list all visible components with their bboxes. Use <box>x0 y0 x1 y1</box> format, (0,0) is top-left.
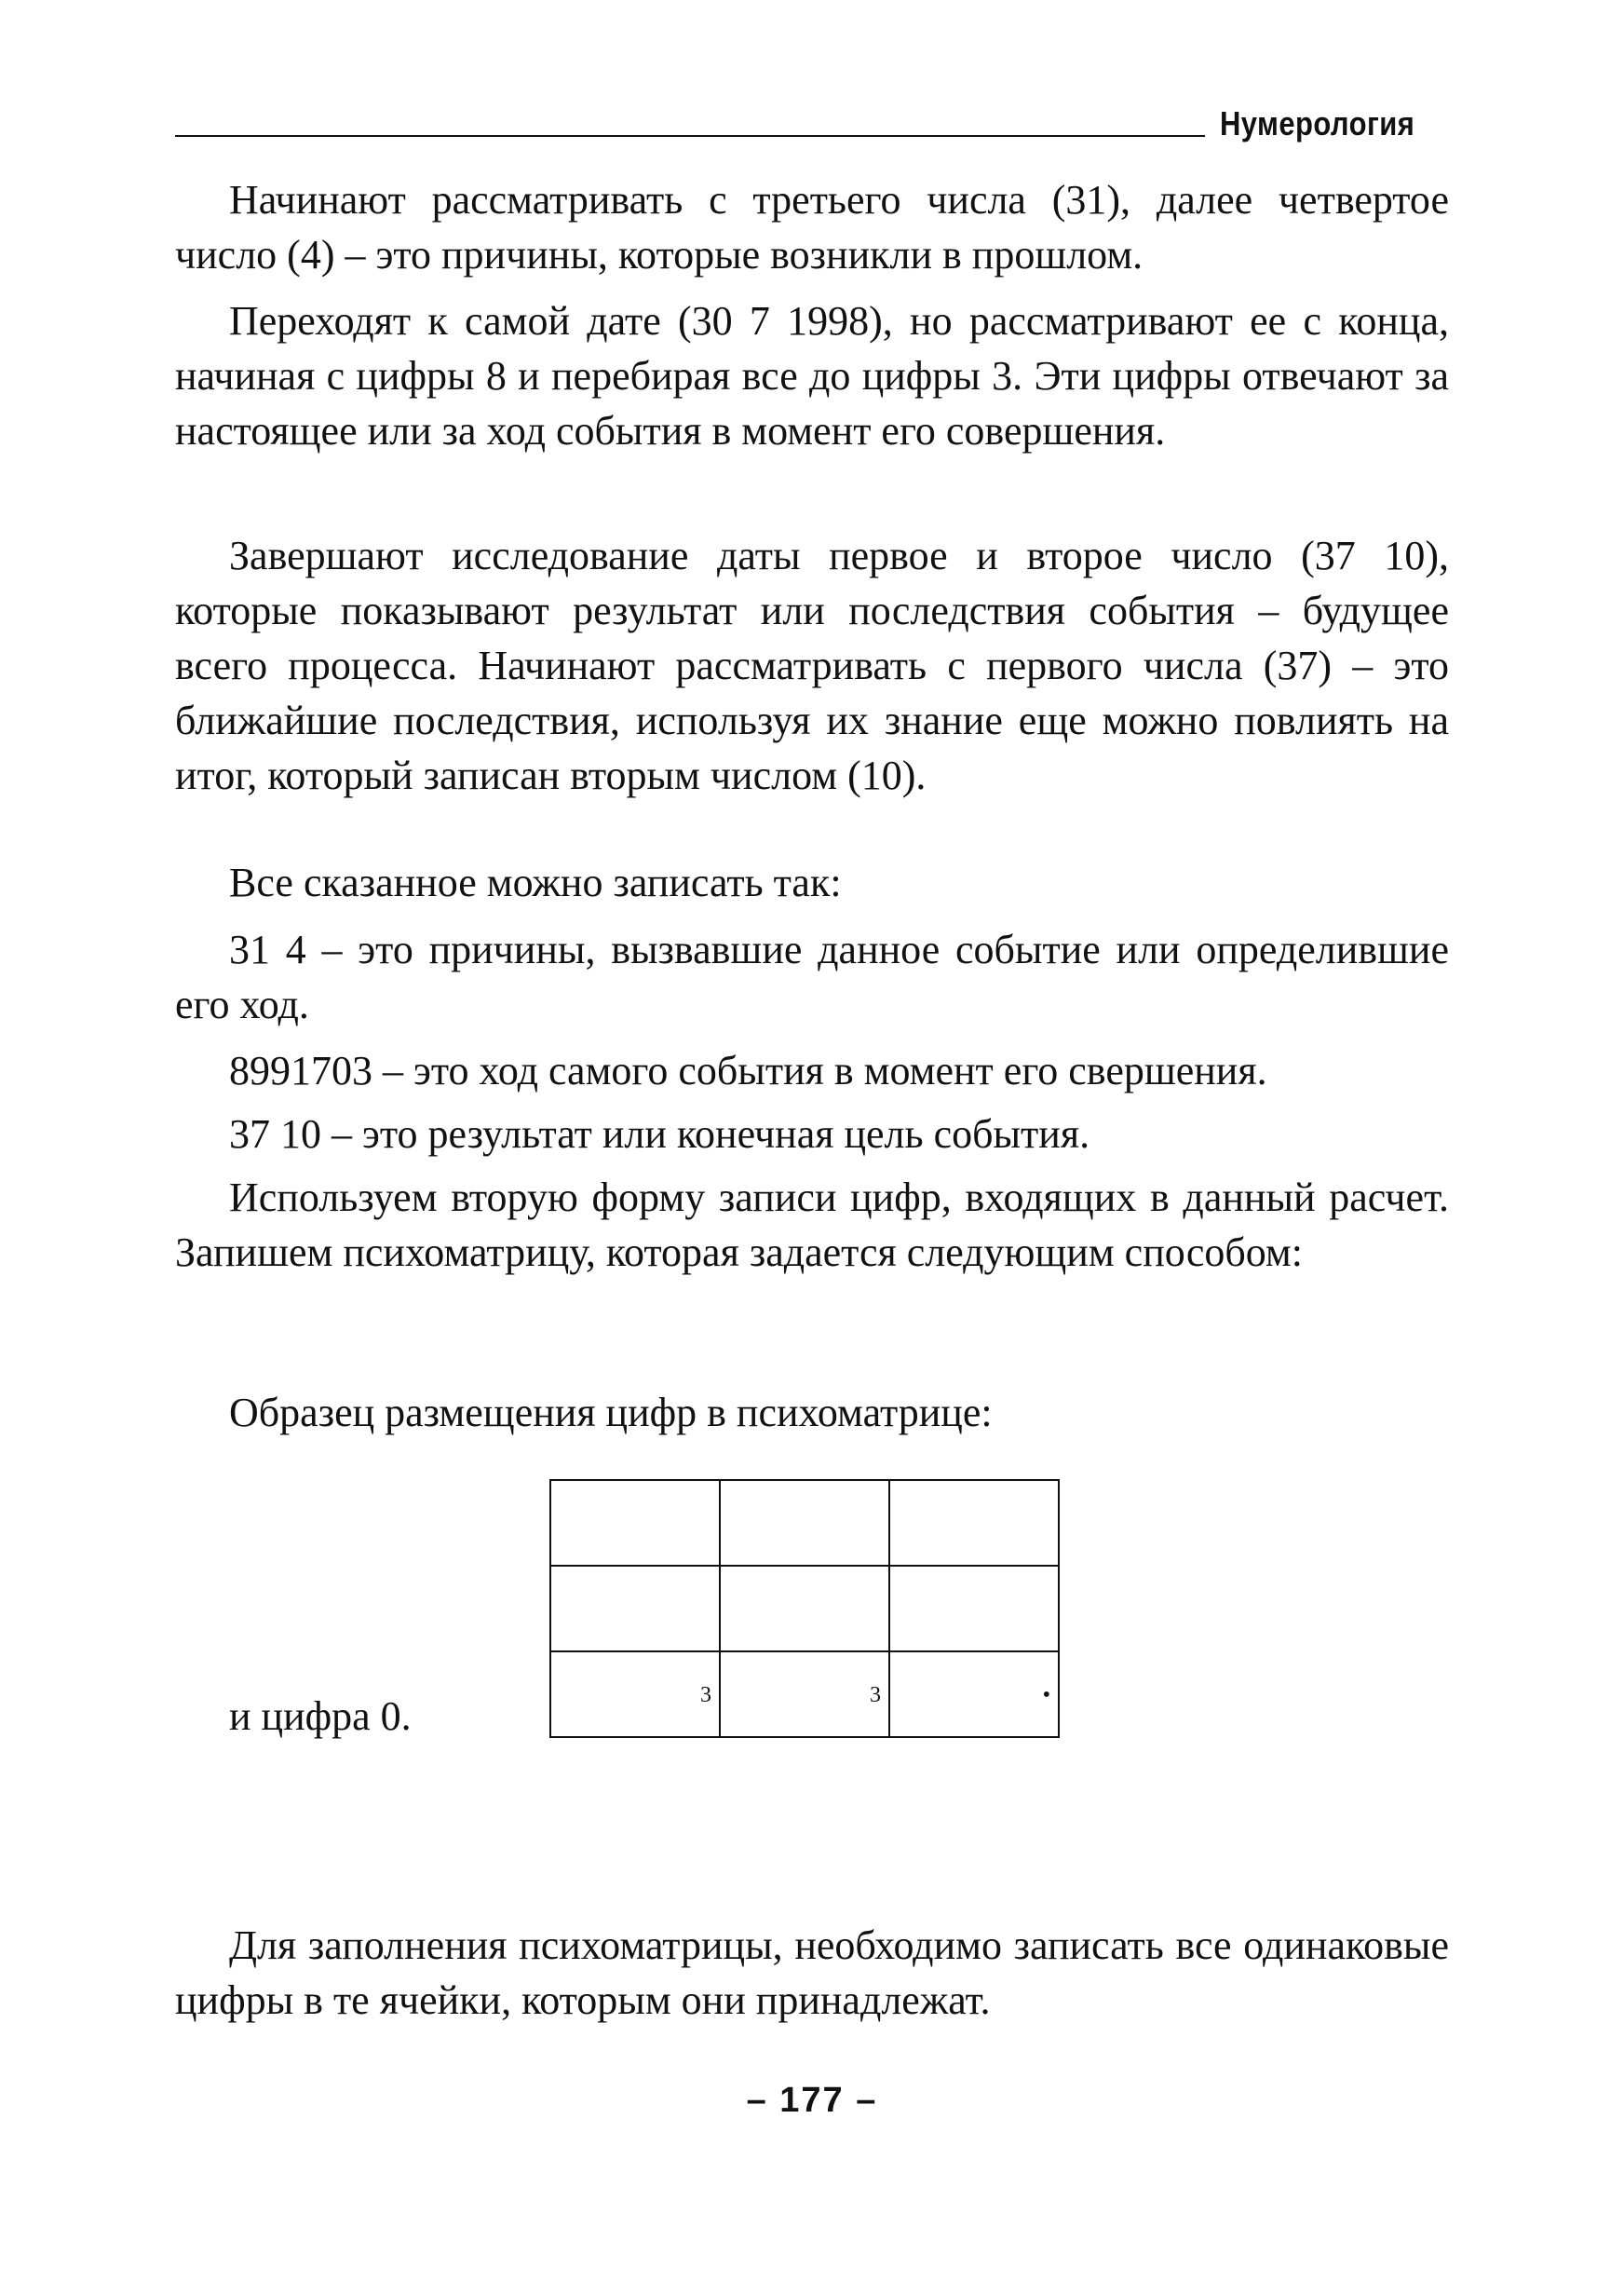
paragraph-11 <box>175 1918 1449 2028</box>
matrix-row <box>550 1566 1059 1651</box>
matrix-cell <box>720 1480 889 1566</box>
page-number: – 177 – <box>746 2081 878 2120</box>
paragraph-2-text: Переходят к самой дате (30 7 1998), но рассматривают ее с конца, начиная с цифры 8 и перебирая все до цифры 3. Эти цифры отвечают за настоящее или за ход события в момент его совершения. <box>175 298 1449 454</box>
paragraph-11-text: Для заполнения психоматрицы, необходимо записать все одинаковые цифры в те ячейки, которым они принадлежат. <box>175 1922 1449 2023</box>
paragraph-6-text: 8991703 – это ход самого события в момент его свершения. <box>229 1048 1267 1093</box>
matrix-cell <box>720 1566 889 1651</box>
paragraph-6 <box>175 1043 1449 1098</box>
paragraph-10 <box>175 1689 1449 1744</box>
paragraph-7-text: 37 10 – это результат или конечная цель события. <box>229 1111 1090 1157</box>
matrix-row <box>550 1480 1059 1566</box>
paragraph-7 <box>175 1107 1449 1161</box>
paragraph-5-text: 31 4 – это причины, вызвавшие данное событие или определившие его ход. <box>175 927 1449 1027</box>
matrix-cell <box>550 1566 720 1651</box>
matrix-cell-value: • <box>1042 1683 1050 1707</box>
paragraph-4-text: Все сказанное можно записать так: <box>229 860 842 905</box>
matrix-cell-value: 3 <box>870 1683 881 1707</box>
running-header-title: Нумерология <box>1220 104 1415 143</box>
paragraph-5 <box>175 922 1449 1032</box>
paragraph-1-text: Начинают рассматривать с третьего числа (31), далее четвертое число (4) – это причины, которые возникли в прошлом. <box>175 177 1449 278</box>
paragraph-10-text: и цифра 0. <box>229 1693 412 1739</box>
matrix-cell-value: 3 <box>700 1683 711 1707</box>
matrix-cell <box>889 1566 1059 1651</box>
matrix-cell <box>550 1480 720 1566</box>
paragraph-9 <box>175 1385 1449 1440</box>
header-rule <box>175 135 1205 137</box>
matrix-cell <box>889 1480 1059 1566</box>
paragraph-3-text: Завершают исследование даты первое и второе число (37 10), которые показывают результат или последствия события – будущее всего процесса. Начинают рассматривать с первого числа (37) – это ближайшие последствия, используя их знание еще можно повлиять на итог, который записан вторым числом (10). <box>175 533 1449 798</box>
paragraph-8 <box>175 1170 1449 1280</box>
paragraph-2 <box>175 293 1449 458</box>
paragraph-1 <box>175 172 1449 282</box>
paragraph-3 <box>175 528 1449 803</box>
paragraph-8-text: Используем вторую форму записи цифр, входящих в данный расчет. Запишем психоматрицу, которая задается следующим способом: <box>175 1175 1449 1275</box>
paragraph-9-text: Образец размещения цифр в психоматрице: <box>229 1390 993 1435</box>
paragraph-4 <box>175 855 1449 910</box>
